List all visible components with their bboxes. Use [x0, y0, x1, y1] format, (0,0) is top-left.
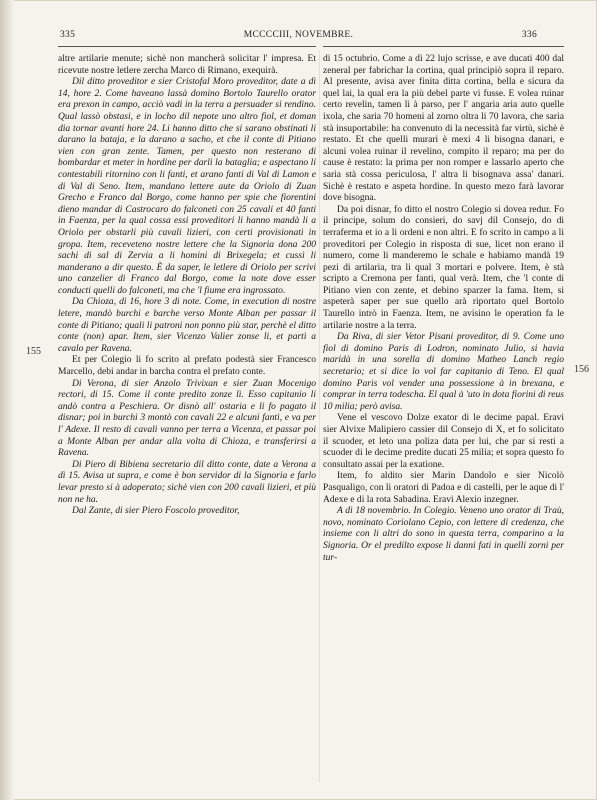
paragraph: A dì 18 novembrio. In Colegio. Veneno uno orator di Traù, novo, nominato Coriolano Cepio, con lettere di credenza, che insieme con li altri do sono in questa terra, comparino a la Signoria. Or el predilto expose li danni fati in quelli zorni per tur-	[323, 505, 564, 563]
paragraph: Da poi disnar, fo ditto el nostro Colegio si dovea redur. Fo il principe, solum do consieri, do savj dil Consejo, do di terraferma et io a li ordeni e non altri. E fo scrito in campo a li proveditori per Colegio in risposta di sue, licet non erano il numero, come li manderemo le schale e habiamo mandà 19 pezi di artilaria, tra li qual 3 mortari e polvere. Item, è stà scripto a Cremona per fanti, qual verà. Item, che 'l conte di Pitiano vien con zente, et debino sparzer la fama. Item, si aspeterà saper per sue quello arà riportato quel Bortolo Taurello intrò in Faenza. Item, ne avisino le operation fa le artilarie nostre a la terra.	[323, 203, 564, 331]
paragraph: Et per Colegio li fo scrito al prefato podestà sier Francesco Marcello, debi andar in barcha contra el prefato conte.	[58, 354, 316, 378]
paragraph: Da Chioza, di 16, hore 3 di note. Come, in execution di nostre letere, mandò burchi e barche verso Monte Alban per passar il conte di Pitiano; quali li patroni non ponno più star, perchè el ditto conte (non) apar. Item, sier Vicenzo Valier zonse li, et partì a cavalo per Ravena.	[58, 296, 316, 354]
paragraph: Dal Zante, di sier Piero Foscolo proveditor,	[72, 505, 240, 517]
paragraph: Vene el vescovo Dolze exator di le decime papal. Eravi sier Alvixe Malipiero cassier dil Consejo di X, et fo solicitato il scuoder, et leto una poliza data per lui, che par si resti a scuoder di le decime predite ducati 25 milia; et sopra questo fo consultato assai per la exatione.	[323, 412, 564, 470]
margin-number-right: 156	[574, 364, 589, 375]
paragraph: Item, fo aldito sier Marin Dandolo e sier Nicolò Pasqualigo, con li oratori di Padoa e di castelli, per le aque di l' Adexe e di la rota Sabadina. Eravi Alexio inzegner.	[323, 470, 564, 505]
running-title: MCCCCIII, NOVEMBRE.	[243, 30, 354, 40]
page-number-left: 335	[60, 30, 76, 40]
column-divider	[319, 50, 320, 782]
paragraph: di 15 octubrio. Come a dì 22 lujo scrisse, e ave ducati 400 dal zeneral per fabrichar la cortina, qual principiò sopra il reparo. Al presente, avisa aver finita ditta cortina, bella e sicura da quel lai, la qual era la più debel parte vi fusse. E volea ruinar certo revelin, tamen lì à parso, per l' angaria aria auto quelle ixola, che saria 70 homeni al zorno oltra li 70 lavora, che saria stà insuportabile: ha convenuto di la necessità far virtù, sichè è restato. Et che quelli murari è mexi 4 li bisogna danari, e alcuni volea ruinar il revelino, compito il reparo; ma per do cause è restato: la prima per non romper e lassarlo aperto che saria stà cossa periculosa, l' altra li bisognava assa' danari. Sichè è restato e aspeta hordine. In questo mezo farà lavorar dove bisogna.	[323, 53, 564, 204]
margin-number-left: 155	[26, 346, 41, 357]
paragraph: altre artilarie menute; sichè non mancherà solicitar l' impresa. Et ricevute nostre letlere zercha Marco di Rimano, exequirà.	[58, 53, 316, 76]
left-column	[58, 53, 316, 517]
paragraph: Dil ditto proveditor e sier Cristofal Moro proveditor, date a dì 14, hore 2. Come haveano lassà domino Bortolo Taurello orator era prexon in campo, acciò vadi in la terra a persuader si rendino. Qual lassò obstasi, e in locho dil nepote uno altro fiol, et doman dia tornar avanti hore 24. Li hanno ditto che si sarano obstinati li darano la bataja, e la darano a sacho, et che il conte di Pitiano vien con gran zente. Tamen, per questo non resterano di bombardar et meter in hordine per darli la bataglia; e aspectano li contestabili ritornino con li fanti, et arano fanti di Val di Lamon e di Val di Seno. Item, mandano lettere aute da Oriolo di Zuan Grecho e Franco dal Borgo, come hanno per spie che fiorentini dieno mandar di Castrocaro do falconeti con 25 cavali et 40 fanti in Faenza, per la qual cossa essi proveditori li hanno mandà li a Oriolo per obstarli più cavali lizieri, con certi provisionati in gropa. Item, receveteno nostre lettere che la Signoria dona 200 sachi di sal di Zervia a li homini di Brixegela; et cussì li manderano a dir questo. È da saper, le letlere di Oriolo per scrivi uno canzelier di Franco dal Borgo, come la note dove esser conducti quelli do falconeti, ma che 'l fiume era ingrossato.	[58, 76, 316, 296]
paragraph: Di Verona, di sier Anzolo Trivixan e sier Zuan Mocenigo rectori, di 15. Come il conte predito zonze lì. Esso capitanio li andò contra a Peschiera. Or disnò all' ostaria e li fo pagato il disnar; poi in burchi 3 montò con cavali 22 e alcuni fanti, e va per l' Adexe. Il resto di cavali vanno per terra a Vicenza, et passar poi a Monte Alban per andar alla volta di Chioza, e transferirsi a Ravena.	[58, 377, 316, 459]
header-rule-left	[58, 46, 316, 47]
paragraph: Di Piero di Bibiena secretario dil ditto conte, date a Verona a dì 15. Avisa ut supra, e come è bon servidor di la Signoria e farlo levar presto si à adoperato; sichè vien con 200 cavali lizieri, et più non ne ha.	[58, 458, 316, 505]
right-column	[323, 53, 564, 563]
page-number-right: 336	[521, 30, 537, 40]
header-rule-right	[323, 46, 564, 47]
paragraph: Da Riva, di sier Vetor Pisani proveditor, di 9. Come uno fiol di domino Paris di Lodron, nominato Julio, si havia maridà in una sorella di domino Matheo Lanch regio secretario; et si dice lo vol far capitanio di Teno. El qual domino Paris vol vender una possessione à in brexana, e comprar in terra todescha. El qual à 'uto in dota fiorini di reus 10 milia; però avisa.	[323, 331, 564, 412]
